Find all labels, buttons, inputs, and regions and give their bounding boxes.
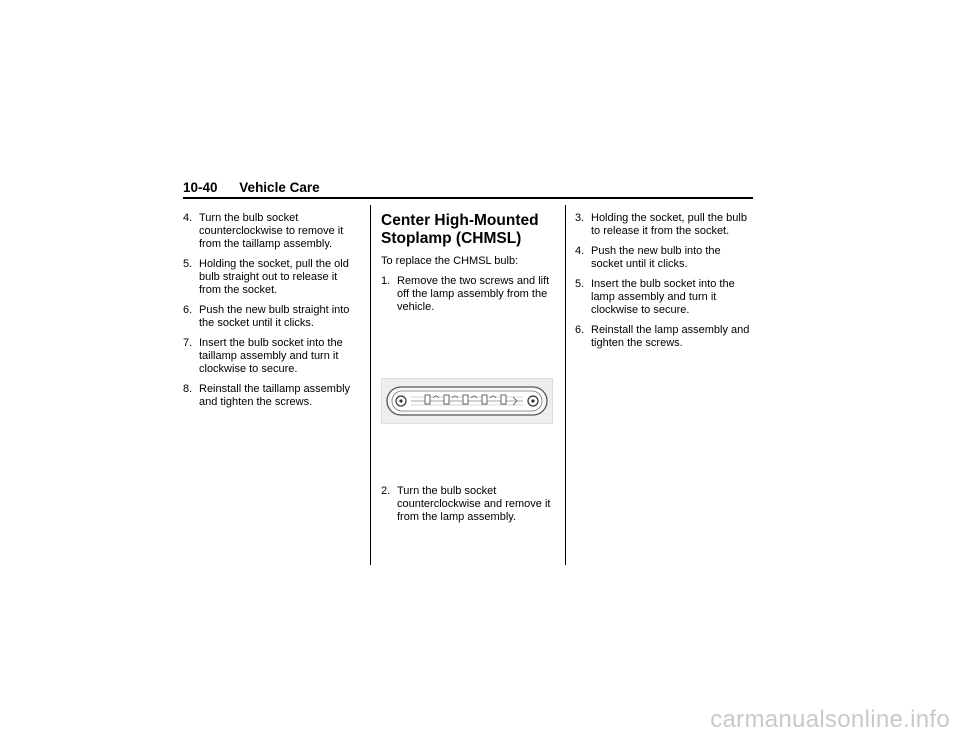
column-divider-1 [370,205,371,565]
chmsl-heading: Center High-Mounted Stoplamp (CHMSL) [381,212,539,247]
column-2 [381,212,556,531]
column-1 [183,212,355,416]
header-rule [183,197,753,199]
page-header [183,180,753,196]
steps-list-col3 [575,212,753,350]
page-number: 10-40 [183,180,218,195]
list-item: 8. Reinstall the taillamp assembly and tighten the screws. [183,383,351,408]
column-3 [575,212,753,357]
list-item: 4. Push the new bulb into the socket until it clicks. [575,245,721,270]
list-item: 2. Turn the bulb socket counterclockwise and remove it from the lamp assembly. [381,485,551,523]
column-divider-2 [565,205,566,565]
watermark: carmanualsonline.info [710,706,950,733]
list-item: 7. Insert the bulb socket into the taillamp assembly and turn it clockwise to secure. [183,337,343,375]
steps-list-col1 [183,212,355,409]
chmsl-intro: To replace the CHMSL bulb: [381,255,519,267]
list-item: 5. Holding the socket, pull the old bulb straight out to release it from the socket. [183,258,349,296]
list-item: 6. Reinstall the lamp assembly and tighten the screws. [575,324,750,349]
list-item: 5. Insert the bulb socket into the lamp assembly and turn it clockwise to secure. [575,278,735,316]
steps-list-col2b [381,485,556,524]
list-item: 4. Turn the bulb socket counterclockwise to remove it from the taillamp assembly. [183,212,344,250]
list-item: 1. Remove the two screws and lift off the lamp assembly from the vehicle. [381,275,550,313]
list-item: 6. Push the new bulb straight into the socket until it clicks. [183,304,350,329]
section-title: Vehicle Care [239,180,320,195]
list-item: 3. Holding the socket, pull the bulb to release it from the socket. [575,212,747,237]
chmsl-lamp-illustration [381,378,553,424]
steps-list-col2a [381,275,556,314]
